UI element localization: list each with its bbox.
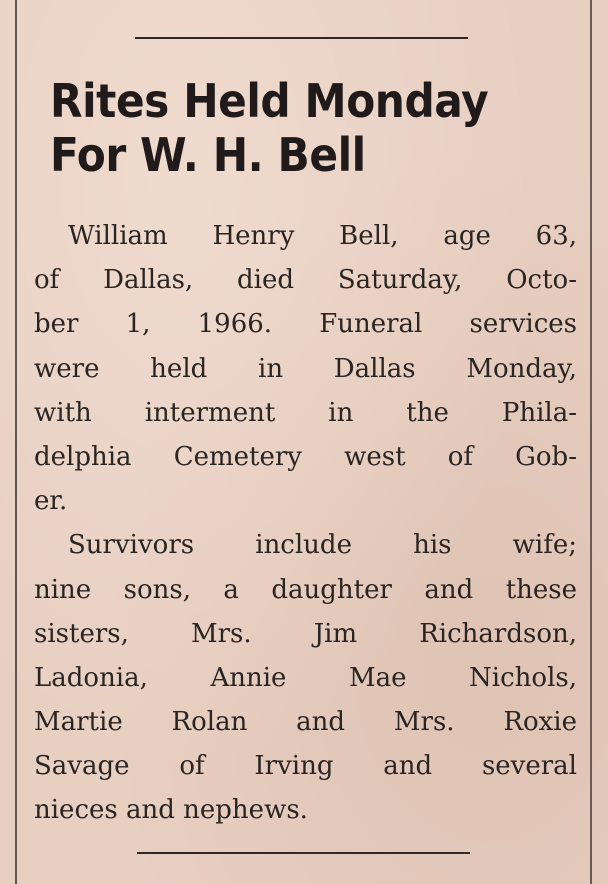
column-rule-left (15, 0, 17, 884)
body-line: sisters, Mrs. Jim Richardson, (34, 618, 577, 649)
body-line: with interment in the Phila- (34, 397, 577, 428)
headline-line-2: For W. H. Bell (50, 128, 366, 182)
body-line: Martie Rolan and Mrs. Roxie (34, 707, 577, 738)
body-line: nieces and nephews. (34, 795, 308, 826)
headline (50, 74, 538, 182)
body-line: Ladonia, Annie Mae Nichols, (34, 662, 577, 693)
body-line: ber 1, 1966. Funeral services (34, 309, 577, 340)
bottom-divider (137, 852, 470, 854)
article-body (34, 214, 577, 833)
body-line: delphia Cemetery west of Gob- (34, 441, 577, 472)
column-rule-right (590, 0, 592, 884)
body-line: er. (34, 486, 68, 517)
top-divider (135, 37, 468, 39)
body-line: were held in Dallas Monday, (34, 353, 577, 384)
headline-line-1: Rites Held Monday (50, 74, 489, 128)
body-line: of Dallas, died Saturday, Octo- (34, 265, 577, 296)
body-line: Savage of Irving and several (34, 751, 577, 782)
body-line: William Henry Bell, age 63, (68, 221, 577, 251)
body-line: nine sons, a daughter and these (34, 574, 577, 605)
body-line: Survivors include his wife; (68, 530, 577, 561)
